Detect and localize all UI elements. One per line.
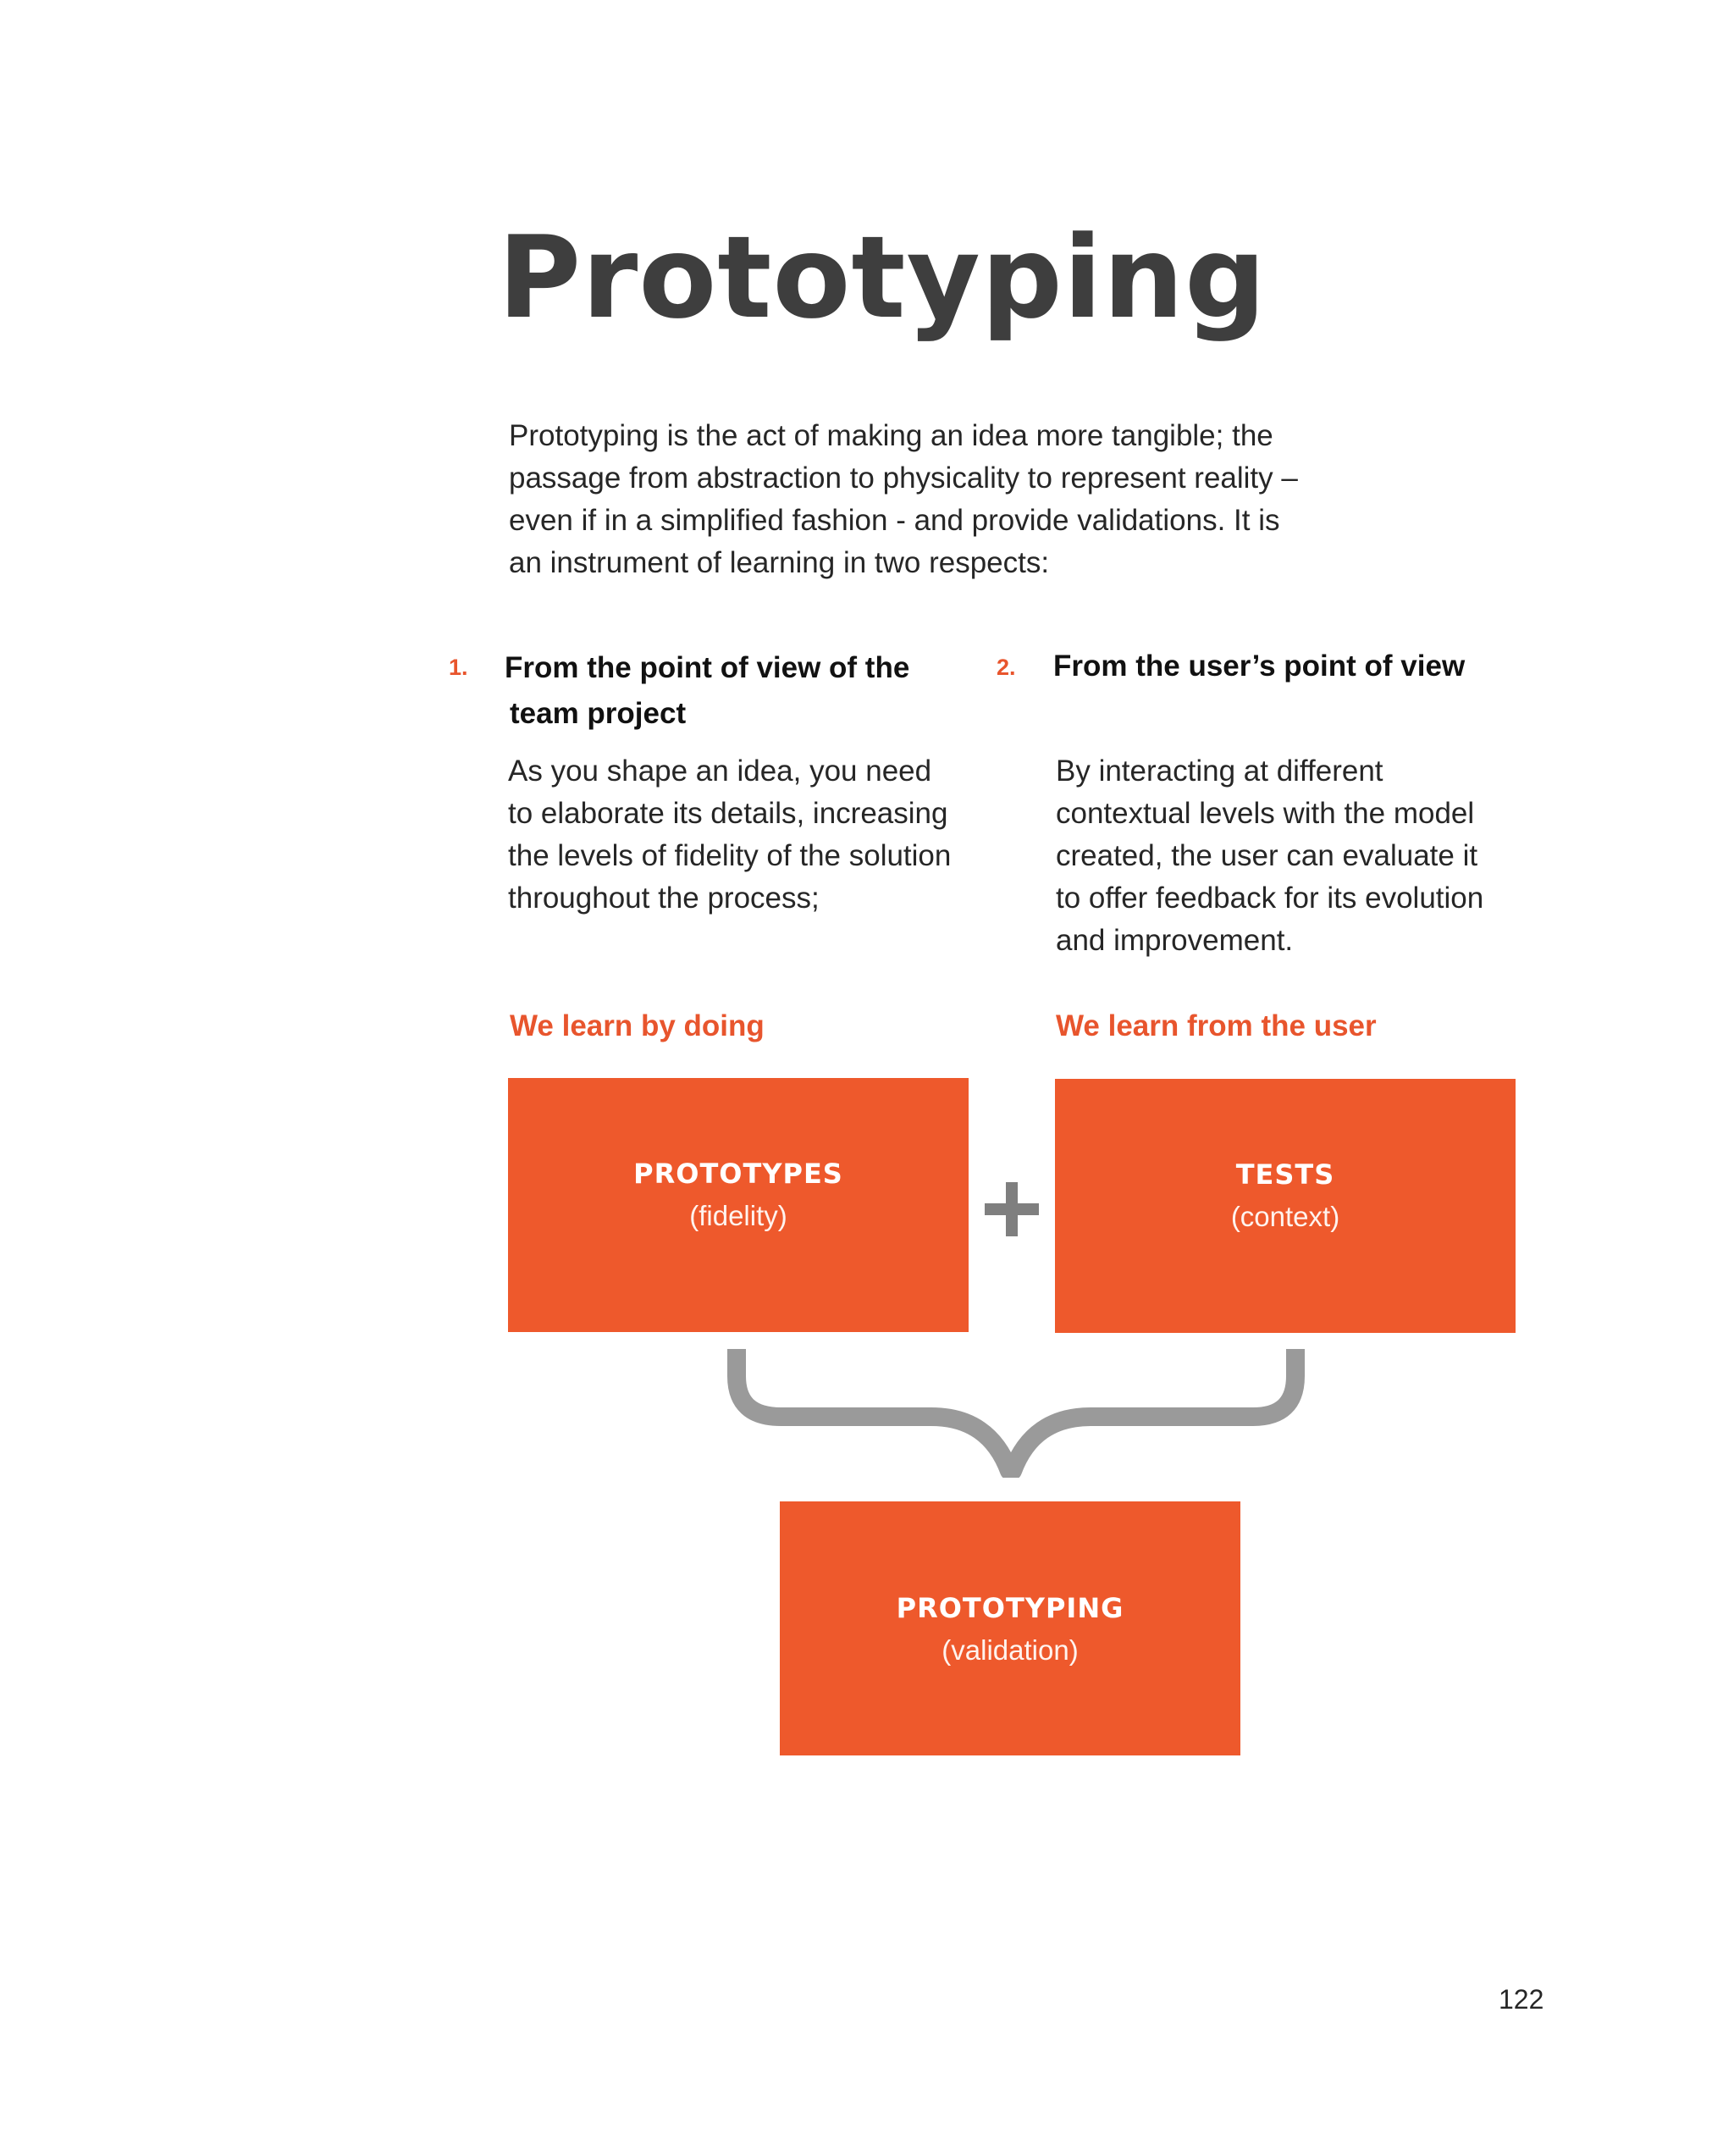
column-2-body: [1056, 750, 1483, 962]
column-2-heading: [1053, 644, 1465, 689]
column-2-body-line: By interacting at different: [1056, 755, 1383, 788]
column-2-body-line: created, the user can evaluate it: [1056, 839, 1478, 872]
column-1-heading-line: team project: [510, 697, 687, 730]
plus-icon: [985, 1182, 1039, 1236]
page-number: 122: [1499, 1984, 1544, 2015]
column-1-body: [508, 750, 951, 920]
prototyping-box: [780, 1501, 1240, 1755]
intro-line: an instrument of learning in two respects:: [509, 546, 1050, 579]
curly-brace-icon: [720, 1342, 1312, 1478]
column-1-tagline: We learn by doing: [510, 1009, 765, 1042]
column-1-heading-line: From the point of view of the: [505, 651, 910, 684]
tests-sub: (context): [1230, 1201, 1340, 1232]
intro-line: passage from abstraction to physicality to represent reality –: [509, 462, 1298, 495]
intro-paragraph: [509, 415, 1356, 584]
column-2-body-line: to offer feedback for its evolution: [1056, 882, 1484, 915]
column-1-body-line: to elaborate its details, increasing: [508, 797, 948, 830]
column-2-body-line: contextual levels with the model: [1056, 797, 1475, 830]
column-2-tagline: We learn from the user: [1056, 1009, 1377, 1042]
prototypes-sub: (fidelity): [689, 1200, 787, 1231]
column-1-body-line: the levels of fidelity of the solution: [508, 839, 952, 872]
prototypes-box: [508, 1078, 969, 1332]
column-2-number: 2.: [997, 655, 1016, 680]
column-1-number: 1.: [449, 655, 468, 680]
column-1-body-line: throughout the process;: [508, 882, 820, 915]
column-2-body-line: and improvement.: [1056, 924, 1294, 957]
intro-line: even if in a simplified fashion - and provide validations. It is: [509, 504, 1280, 537]
tests-label: TESTS: [1235, 1158, 1335, 1191]
column-2-heading-line: From the user’s point of view: [1053, 650, 1466, 683]
tests-box: [1055, 1079, 1516, 1333]
intro-line: Prototyping is the act of making an idea more tangible; the: [509, 419, 1273, 452]
column-1-heading: [505, 645, 909, 737]
column-1-body-line: As you shape an idea, you need: [508, 755, 932, 788]
page-title: Prototyping: [498, 212, 1267, 344]
prototyping-label: PROTOTYPING: [896, 1592, 1124, 1624]
prototypes-label: PROTOTYPES: [633, 1158, 843, 1190]
prototyping-sub: (validation): [942, 1634, 1079, 1666]
